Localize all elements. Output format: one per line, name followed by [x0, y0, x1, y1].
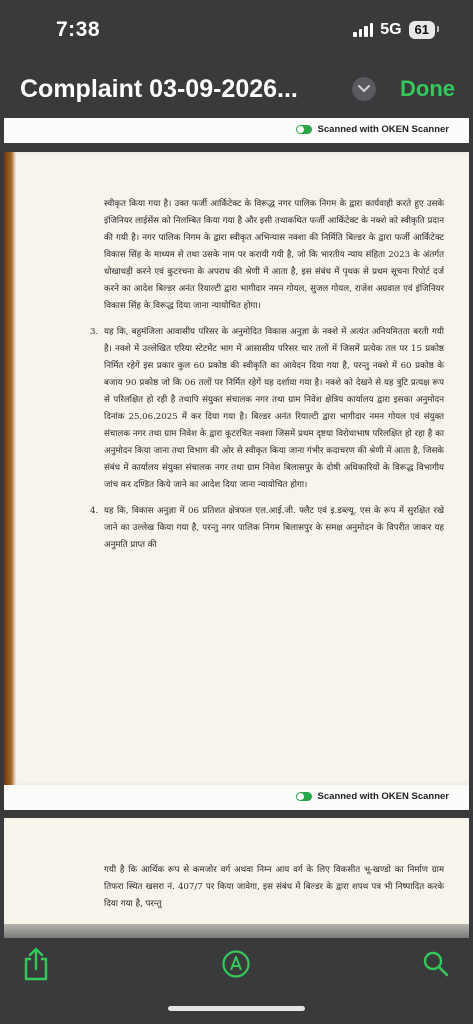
nav-bar: [0, 60, 473, 118]
status-indicators: [353, 21, 435, 39]
scanned-page[interactable]: [4, 152, 469, 785]
page-footer-strip: [4, 785, 469, 810]
page-2-text-block: [104, 862, 444, 922]
item-4-number: 4.: [90, 506, 99, 516]
share-icon[interactable]: [16, 944, 56, 984]
home-indicator[interactable]: [168, 1006, 305, 1011]
page-text: [90, 196, 445, 563]
document-title[interactable]: Complaint 03-09-2026...: [20, 74, 298, 103]
chevron-down-icon[interactable]: [352, 77, 376, 101]
status-time: 7:38: [56, 18, 101, 41]
status-bar: [0, 0, 473, 60]
item-3-number: 3.: [90, 327, 99, 337]
done-button[interactable]: Done: [400, 76, 455, 101]
oken-logo-icon: [296, 792, 312, 801]
item-3: [90, 324, 444, 494]
item-4-text: यह कि, विकास अनुज्ञा में 06 प्रतिशत क्षेत्रफल एल.आई.जी. फ्लैट एवं इ.डब्ल्यू. एस के रूप में सुरक्षित रखे जाने का उल्लेख किया गया है, परन्तु नगर पालिक निगम बिलासपुर के समक्ष अनुमोदन के विपरीत जाकर यह अनुमति प्राप्त की: [104, 506, 445, 550]
battery-level: 61: [414, 22, 429, 37]
cellular-signal-icon: [353, 23, 373, 37]
item-3-text: यह कि, बहुमंजिला आवासीय परिसर के अनुमोदित विकास अनुज्ञा के नक्शे में अत्यंत अनियमितता बरती गयी है। नक्शे में उल्लेखित एरिया स्टेटमेंट भाग में आसासीय परिसर चार तलों में जिसमें प्रत्येक तल पर 15 प्रकोष्ठ निर्मित रहेगें इस प्रकार कुल 60 प्रकोष्ठ की स्वीकृति का आवेदन दिया गया है, परन्तु नक्शे में 60 प्रकोष्ठ के बजाय 90 प्रकोष्ठ जो कि 06 तलों पर निर्मित रहेगें यह दर्शाया गया है। नक्शे को देखने से यह त्रुटि प्रत्यक्ष रूप से परिलक्षित हो रही है तथापि संयुक्त संचालक नगर तथा ग्राम निवेश क्षेत्रिय कार्यालय द्वारा इसका अनुमोदन दिनांक 25.06.2025 में कर दिया गया है। बिल्डर अनंत रियाल्टी द्वारा भागीदार नमन गोयल एवं संयुक्त संचालक नगर तथा ग्राम निवेश के द्वारा कूटरचित नक्शा जिसमें प्रथम दृष्टया विरोधाभाष परिलक्षित हो रहा है का अनुमोदन किया जाना तथा विभाग की ओर से स्वीकृत किया जाना गंभीर कदाचरण की श्रेणी में आता है, जिसके संबंध में कार्यालय संयुक्त संचालक नगर तथा ग्राम निवेश बिलासपुर के दोषी अधिकारियों के विरूद्ध विभागीय जांच कर दण्डित किये जाने का आदेश दिया जाना न्यायोचित होगा।: [104, 327, 444, 490]
markup-icon[interactable]: [216, 944, 256, 984]
page-edge-shadow: [4, 152, 16, 785]
page-2-text: गयी है कि आर्थिक रूप से कमजोर वर्ग अथवा निम्न आय वर्ग के लिए विकसीत भू-खण्डो का निर्माण ग्राम तिफरा स्थित खसरा नं. 407/7 पर किया जावेगा, इस संबंध में बिल्डर के द्वारा शपथ पत्र भी निष्पादित करके दिया गया है, परन्तु: [104, 865, 444, 909]
previous-page-strip: [4, 118, 469, 143]
scan-watermark: [296, 791, 449, 802]
oken-logo-icon: [296, 125, 312, 134]
next-page-preview[interactable]: [4, 818, 469, 938]
paragraph-1: स्वीकृत किया गया है। उक्त फर्जी आर्किटेक्ट के विरूद्ध नगर पालिक निगम के द्वारा कार्यवाही करते हुए उसके इंजिनियर लाईसेंस को निलम्बित किया गया है और इसी तथाकथित फर्जी आर्किटेक्ट के नक्शे को स्वीकृति प्रदान की गयी है। नगर पालिक निगम के द्वारा स्वीकृत अभिन्यास नक्शा की निर्मिति बिल्डर के द्वारा फर्जी आर्किटेक्ट विकास सिंह के माध्यम से तथा उसके नाम पर करायी गयी है, जो कि भारतीय न्याय संहिता 2023 के अंतर्गत धोखाधड़ी करने एवं कुटरचना के अपराध की श्रेणी में आता है, इस संबंध में पृथक से प्रथम सूचना रिपोर्ट दर्ज करने का आदेश बिल्डर अनंत रियाल्टी द्वारा भागीदार नमन गोयल, सुजल गोयल, राजेश अग्रवाल एवं इंजिनियर विकास सिंह के विरूद्ध दिया जाना न्यायोचित होगा।: [104, 199, 444, 311]
scan-watermark: [296, 124, 449, 135]
scan-watermark-text: Scanned with OKEN Scanner: [317, 791, 449, 802]
battery-icon: [409, 21, 435, 39]
item-4: [90, 503, 445, 554]
scan-watermark-text: Scanned with OKEN Scanner: [317, 124, 449, 135]
search-icon[interactable]: [416, 944, 456, 984]
network-type: 5G: [380, 21, 402, 38]
